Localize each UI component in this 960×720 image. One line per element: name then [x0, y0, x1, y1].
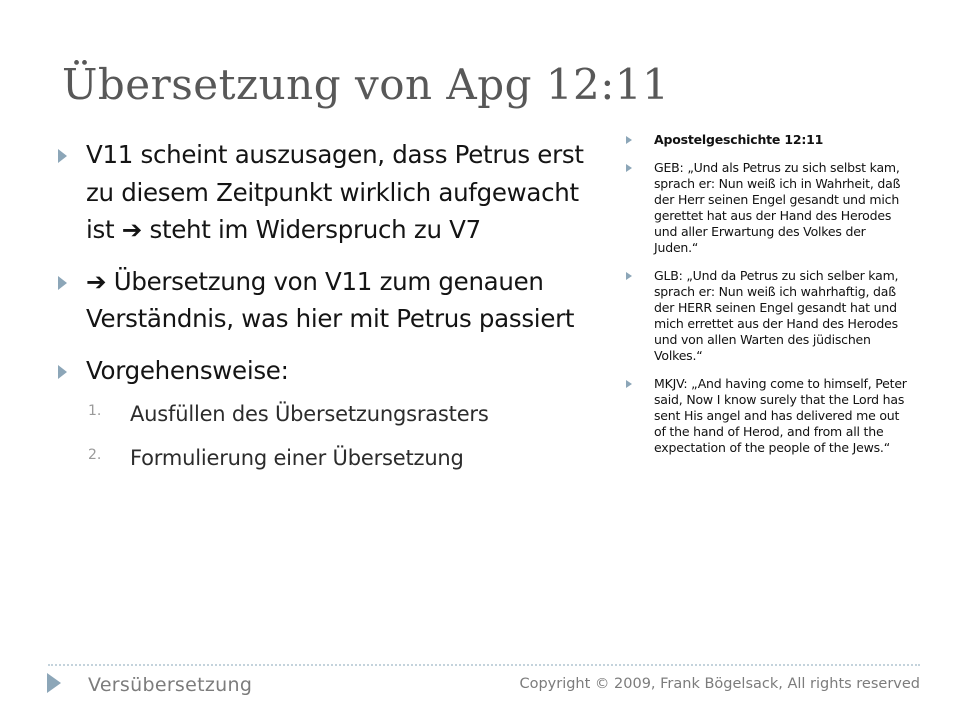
item-text: Formulierung einer Übersetzung [130, 446, 464, 470]
footer-copyright: Copyright © 2009, Frank Bögelsack, All rights reserved [519, 676, 920, 692]
triangle-bullet-icon [626, 272, 632, 280]
numbered-list [78, 395, 603, 477]
triangle-bullet-icon [626, 380, 632, 388]
translation-text: GEB: „Und als Petrus zu sich selbst kam, sprach er: Nun weiß ich in Wahrheit, daß der Herr seinen Engel gesandt und mich gerettet hat aus der Hand des Herodes und aller Erwartung des Volkes der Juden.“ [654, 160, 901, 255]
triangle-bullet-icon [58, 276, 67, 290]
translation-item [622, 160, 912, 256]
item-text: Ausfüllen des Übersetzungsrasters [130, 402, 489, 426]
item-number: 1. [88, 403, 102, 419]
triangle-bullet-icon [626, 136, 632, 144]
bullet-item [58, 263, 603, 338]
translation-item [622, 376, 912, 456]
bullet-text: ➔ Übersetzung von V11 zum genauen Verständnis, was hier mit Petrus passiert [86, 266, 575, 333]
slide-title: Übersetzung von Apg 12:11 [62, 60, 670, 109]
numbered-item [78, 395, 603, 433]
triangle-bullet-icon [626, 164, 632, 172]
numbered-item [78, 439, 603, 477]
bullet-item [58, 352, 603, 390]
bullet-item [58, 136, 603, 249]
main-content [58, 136, 603, 483]
bullet-text: V11 scheint auszusagen, dass Petrus erst zu diesem Zeitpunkt wirklich aufgewacht ist ➔ steht im Widerspruch zu V7 [86, 140, 584, 244]
footer-divider [48, 664, 920, 666]
translation-heading-text: Apostelgeschichte 12:11 [654, 132, 824, 147]
bible-translations [622, 132, 912, 468]
triangle-bullet-icon [58, 365, 67, 379]
bullet-text: Vorgehensweise: [86, 355, 289, 385]
translation-item [622, 268, 912, 364]
triangle-bullet-icon [58, 149, 67, 163]
translation-heading [622, 132, 912, 148]
footer-section-title: Versübersetzung [88, 674, 253, 696]
footer-triangle-icon [47, 673, 61, 693]
translation-text: GLB: „Und da Petrus zu sich selber kam, sprach er: Nun weiß ich wahrhaftig, daß der HERR seinen Engel gesandt hat und mich errettet aus der Hand des Herodes und von allen Warten des jüdischen Volkes.“ [654, 268, 899, 363]
translation-text: MKJV: „And having come to himself, Peter said, Now I know surely that the Lord has sent His angel and has delivered me out of the hand of Herod, and from all the expectation of the people of the Jews.“ [654, 376, 907, 455]
item-number: 2. [88, 447, 102, 463]
